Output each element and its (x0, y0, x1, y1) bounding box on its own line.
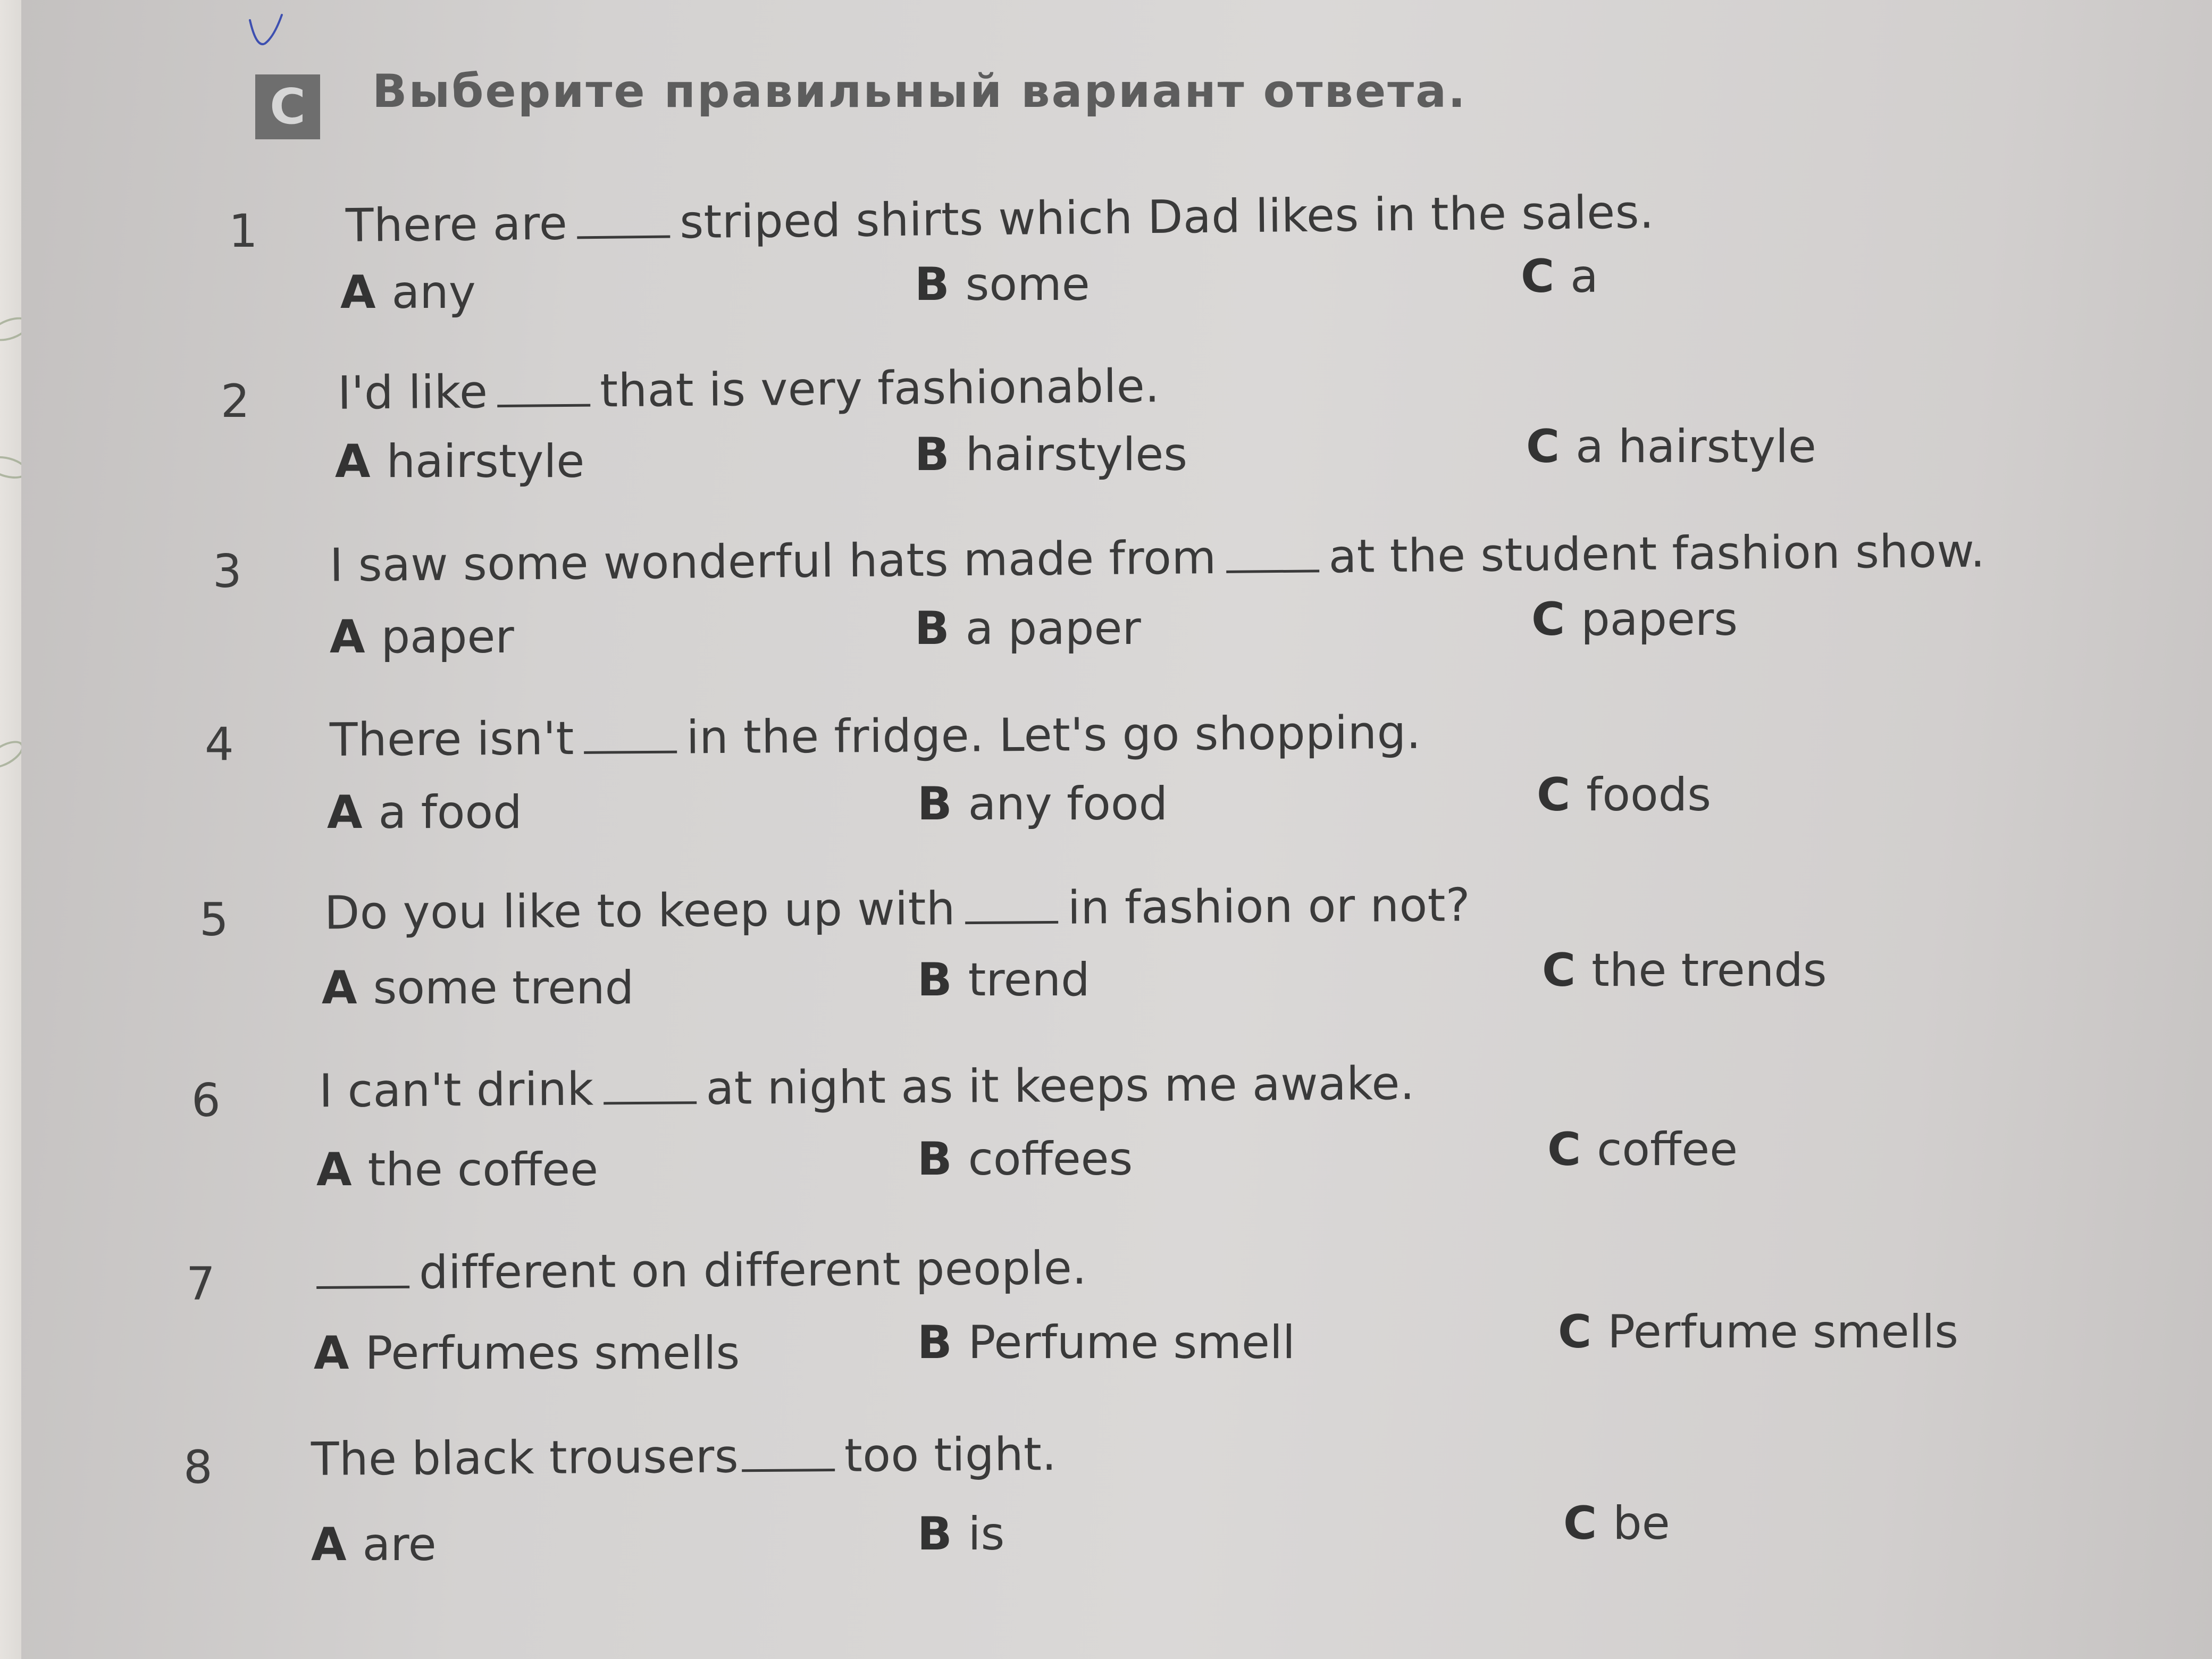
option-a (335, 435, 584, 488)
question-text (346, 186, 1655, 253)
option-a (316, 1143, 598, 1196)
option-text: any (391, 266, 476, 319)
option-text: hairstyle (386, 435, 585, 488)
question-text-after: at night as it keeps me awake. (706, 1057, 1415, 1116)
option-letter: C (1531, 593, 1565, 646)
question-text-before: I saw some wonderful hats made from (329, 531, 1217, 592)
question-text-before: There isn't (329, 711, 575, 767)
option-letter: B (915, 602, 950, 655)
option-letter: B (917, 777, 952, 831)
option-letter: A (330, 610, 365, 664)
question-number: 1 (229, 205, 258, 258)
option-text: trend (968, 953, 1090, 1007)
option-letter: A (322, 961, 357, 1015)
question-text-before: Do you like to keep up with (324, 882, 956, 940)
option-letter: C (1563, 1497, 1597, 1550)
question-text (324, 878, 1471, 940)
option-letter: C (1521, 250, 1555, 303)
worksheet-page (21, 0, 2212, 1659)
question-number: 4 (205, 718, 234, 771)
option-a (327, 786, 522, 839)
option-text: paper (381, 610, 514, 664)
question-number: 3 (213, 545, 242, 598)
option-letter: A (340, 266, 376, 319)
option-a (340, 266, 476, 319)
option-c (1547, 1123, 1738, 1176)
option-text: be (1613, 1497, 1670, 1550)
question-text-before: I'd like (337, 365, 488, 420)
option-text: a hairstyle (1576, 420, 1816, 473)
question-text-before: I can't drink (319, 1062, 594, 1118)
option-text: Perfumes smells (365, 1327, 740, 1380)
option-b (917, 1133, 1133, 1186)
option-c (1531, 593, 1738, 646)
question-text-before: There are (345, 197, 568, 253)
option-letter: B (917, 1316, 952, 1369)
option-a (311, 1518, 437, 1571)
option-letter: A (335, 435, 371, 488)
answer-blank (1226, 569, 1319, 573)
question-text-after: that is very fashionable. (599, 359, 1160, 418)
question-text (319, 1057, 1415, 1118)
option-text: hairstyles (965, 428, 1188, 481)
option-text: any food (968, 777, 1168, 831)
option-text: some (965, 258, 1090, 311)
option-c (1563, 1497, 1670, 1550)
question-text-before (316, 1247, 317, 1300)
question-text (330, 706, 1421, 767)
option-letter: C (1558, 1305, 1592, 1359)
option-b (917, 953, 1090, 1007)
option-b (915, 602, 1141, 655)
option-text: coffee (1597, 1123, 1738, 1176)
question-number: 7 (186, 1258, 215, 1311)
question-text-after: in fashion or not? (1067, 878, 1471, 935)
question-text (330, 524, 1985, 592)
question-number: 8 (183, 1441, 213, 1494)
option-letter: C (1542, 944, 1576, 997)
option-letter: B (915, 258, 950, 311)
answer-blank (577, 235, 671, 239)
option-text: Perfume smell (968, 1316, 1295, 1369)
option-b (915, 428, 1187, 481)
question-text (338, 359, 1160, 420)
option-letter: C (1526, 420, 1560, 473)
option-letter: C (1547, 1123, 1581, 1176)
instruction-heading: Выберите правильный вариант ответа. (372, 65, 1467, 118)
question-number: 6 (191, 1074, 221, 1127)
question-text-after: in the fridge. Let's go shopping. (686, 706, 1421, 765)
option-a (330, 610, 514, 664)
option-b (917, 1507, 1004, 1561)
question-text-after: at the student fashion show. (1328, 524, 1985, 584)
option-letter: A (316, 1143, 352, 1196)
option-text: Perfume smells (1607, 1305, 1959, 1359)
option-letter: B (917, 953, 952, 1007)
section-badge: C (255, 74, 320, 139)
pen-checkmark-icon (245, 11, 287, 53)
option-text: a food (378, 786, 522, 839)
option-letter: C (1537, 768, 1571, 822)
option-text: the trends (1591, 944, 1827, 997)
answer-blank (498, 404, 591, 408)
question-text-before: The black trousers (311, 1430, 739, 1486)
question-number: 2 (221, 375, 250, 428)
option-b (917, 777, 1168, 831)
option-c (1537, 768, 1711, 822)
question-text-after: different on different people. (418, 1241, 1087, 1300)
option-b (917, 1316, 1295, 1369)
option-a (314, 1327, 740, 1380)
option-letter: B (915, 428, 950, 481)
question-text-after: striped shirts which Dad likes in the sales. (679, 186, 1655, 249)
option-text: papers (1581, 593, 1738, 646)
option-a (322, 961, 634, 1015)
option-text: are (362, 1518, 437, 1571)
option-letter: B (917, 1133, 952, 1186)
question-text (311, 1428, 1057, 1486)
option-text: coffees (968, 1133, 1133, 1186)
option-b (915, 258, 1090, 311)
question-number: 5 (199, 893, 229, 946)
answer-blank (584, 751, 677, 754)
question-text (316, 1242, 1087, 1300)
answer-blank (604, 1101, 697, 1104)
option-letter: A (327, 786, 363, 839)
option-text: a paper (965, 602, 1141, 655)
option-letter: A (311, 1518, 347, 1571)
option-letter: B (917, 1507, 952, 1561)
option-c (1558, 1305, 1958, 1359)
option-letter: A (314, 1327, 349, 1380)
option-text: the coffee (367, 1143, 599, 1196)
answer-blank (742, 1469, 835, 1472)
answer-blank (965, 921, 1058, 924)
option-text: is (968, 1507, 1005, 1561)
option-text: some trend (373, 961, 634, 1015)
option-text: a (1570, 250, 1598, 303)
option-c (1542, 944, 1827, 997)
question-text-after: too tight. (844, 1428, 1057, 1482)
answer-blank (316, 1286, 409, 1289)
option-c (1521, 250, 1598, 303)
option-text: foods (1586, 768, 1712, 822)
option-c (1526, 420, 1816, 473)
